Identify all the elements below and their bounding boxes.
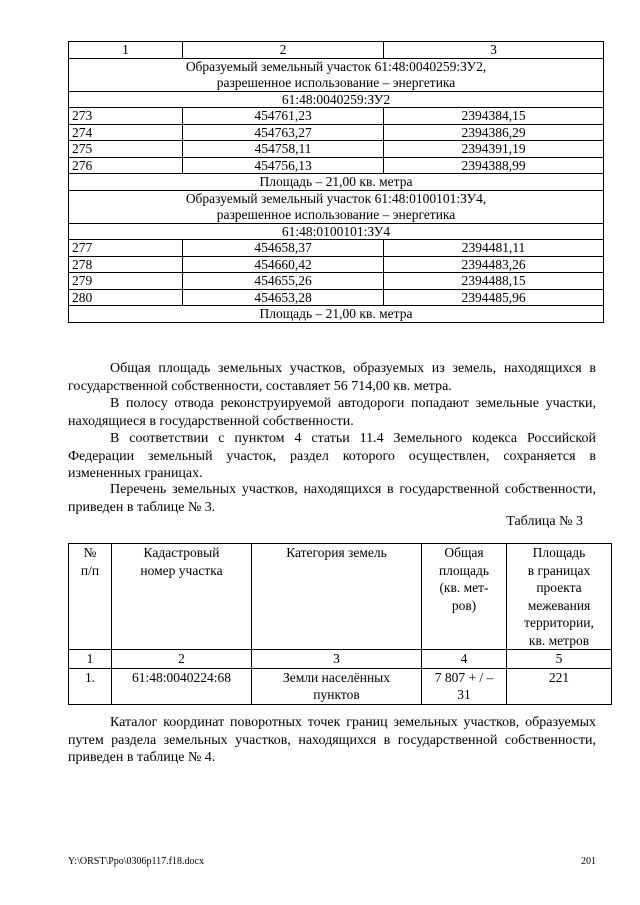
header-cell <box>422 544 507 650</box>
table-row <box>69 108 604 125</box>
coord-y: 2394388,99 <box>384 157 604 174</box>
table-row <box>69 289 604 306</box>
point-number: 273 <box>69 108 183 125</box>
land-category <box>252 668 422 704</box>
table-row <box>69 256 604 273</box>
column-number: 2 <box>112 650 252 669</box>
paragraph: В полосу отвода реконструируемой автодороги попадают земельные участки, находящиеся в государственной собственности. <box>68 396 596 429</box>
total-area-line: 31 <box>457 687 471 702</box>
coord-x: 454655,26 <box>183 273 384 290</box>
header-line: кв. метров <box>528 632 590 648</box>
header-line: в границах <box>527 562 591 578</box>
area-row <box>69 306 604 323</box>
header-line: номер участка <box>140 562 223 578</box>
header-cell <box>252 544 422 650</box>
point-number: 278 <box>69 256 183 273</box>
section-title-line: разрешенное использование – энергетика <box>216 74 456 90</box>
section-title-line: разрешенное использование – энергетика <box>216 206 456 222</box>
header-line: Площадь <box>532 545 586 560</box>
header-line: Кадастровый <box>143 545 220 560</box>
section-title <box>69 58 604 91</box>
coord-y: 2394483,26 <box>384 256 604 273</box>
column-number: 3 <box>384 42 604 59</box>
coord-x: 454756,13 <box>183 157 384 174</box>
section-title-row <box>69 58 604 91</box>
land-category-line: пунктов <box>313 687 360 702</box>
column-number-row <box>69 650 612 669</box>
section-code: 61:48:0100101:ЗУ4 <box>69 223 604 240</box>
header-line: площадь <box>438 562 490 578</box>
table-row <box>69 124 604 141</box>
area-row <box>69 174 604 191</box>
paragraph: Общая площадь земельных участков, образуемых из земель, находящихся в государственной собственности, составляет 56 714,00 кв. метра. <box>68 361 596 394</box>
land-category-line: Земли населённых <box>283 669 390 685</box>
column-number: 5 <box>507 650 612 669</box>
point-number: 277 <box>69 240 183 257</box>
point-number: 280 <box>69 289 183 306</box>
section-code-row <box>69 91 604 108</box>
coordinates-table <box>68 41 604 323</box>
coord-y: 2394481,11 <box>384 240 604 257</box>
total-area-line: 7 807 + / – <box>434 669 494 685</box>
coord-y: 2394384,15 <box>384 108 604 125</box>
project-area: 221 <box>507 668 612 704</box>
paragraph: В соответствии с пунктом 4 статьи 11.4 Земельного кодекса Российской Федерации земельный участок, раздел которого осуществлен, сохраняется в измененных границах. <box>68 431 596 481</box>
header-line: п/п <box>80 562 100 578</box>
header-line: территории, <box>524 615 594 630</box>
header-line: Общая <box>444 545 484 560</box>
footer-file-path: Y:\ORST\Ppo\0306p117.f18.docx <box>68 856 204 867</box>
coord-x: 454653,28 <box>183 289 384 306</box>
section-title-line: Образуемый земельный участок 61:48:0100101:ЗУ4, <box>185 190 487 206</box>
header-line: межевания <box>527 597 591 613</box>
section-title-row <box>69 190 604 223</box>
column-number: 2 <box>183 42 384 59</box>
table-caption: Таблица № 3 <box>506 514 583 529</box>
point-number: 274 <box>69 124 183 141</box>
table-row <box>69 273 604 290</box>
point-number: 279 <box>69 273 183 290</box>
table-header-row <box>69 544 612 650</box>
row-number: 1. <box>69 668 112 704</box>
table-row <box>69 240 604 257</box>
header-line: ров) <box>451 597 477 613</box>
paragraph: Перечень земельных участков, находящихся в государственной собственности, приведен в таблице № 3. <box>68 482 596 515</box>
cadastral-number: 61:48:0040224:68 <box>112 668 252 704</box>
table-row <box>69 141 604 158</box>
coord-y: 2394488,15 <box>384 273 604 290</box>
header-cell <box>69 544 112 650</box>
column-number: 1 <box>69 650 112 669</box>
header-line: проекта <box>536 580 582 595</box>
header-line: Категория земель <box>286 545 387 560</box>
section-title-line: Образуемый земельный участок 61:48:0040259:ЗУ2, <box>185 58 487 74</box>
area-total: Площадь – 21,00 кв. метра <box>69 174 604 191</box>
point-number: 276 <box>69 157 183 174</box>
section-code: 61:48:0040259:ЗУ2 <box>69 91 604 108</box>
header-line: (кв. мет- <box>439 580 489 595</box>
coord-y: 2394485,96 <box>384 289 604 306</box>
paragraph: Каталог координат поворотных точек границ земельных участков, образуемых путем раздела земельных участков, находящихся в государственной собственности, приведен в таблице № 4. <box>68 715 596 765</box>
table-row <box>69 668 612 704</box>
section-title <box>69 190 604 223</box>
table-row <box>69 157 604 174</box>
coord-y: 2394386,29 <box>384 124 604 141</box>
total-area <box>422 668 507 704</box>
coord-x: 454658,37 <box>183 240 384 257</box>
column-number: 3 <box>252 650 422 669</box>
coord-x: 454763,27 <box>183 124 384 141</box>
column-number: 4 <box>422 650 507 669</box>
table-header-row <box>69 42 604 59</box>
page-number: 201 <box>581 856 596 867</box>
coord-x: 454758,11 <box>183 141 384 158</box>
section-code-row <box>69 223 604 240</box>
coord-x: 454660,42 <box>183 256 384 273</box>
coord-x: 454761,23 <box>183 108 384 125</box>
header-line: № <box>83 545 97 560</box>
land-plots-table <box>68 543 612 705</box>
header-cell <box>112 544 252 650</box>
point-number: 275 <box>69 141 183 158</box>
coord-y: 2394391,19 <box>384 141 604 158</box>
header-cell <box>507 544 612 650</box>
column-number: 1 <box>69 42 183 59</box>
area-total: Площадь – 21,00 кв. метра <box>69 306 604 323</box>
